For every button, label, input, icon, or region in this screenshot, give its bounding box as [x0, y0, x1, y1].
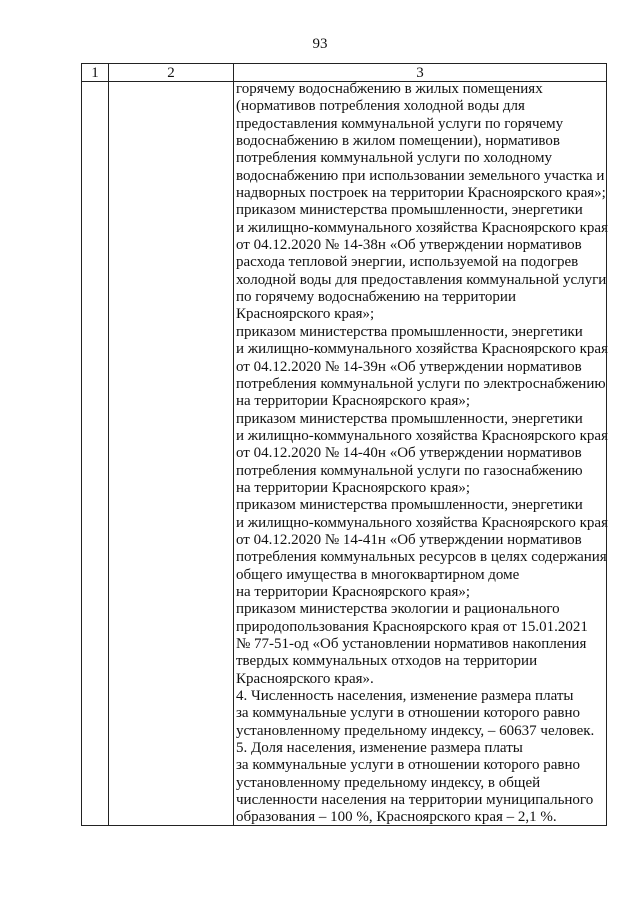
text-line: по горячему водоснабжению на территории: [236, 289, 516, 306]
text-line: численности населения на территории муниципального: [236, 792, 594, 809]
column-divider-2: [233, 64, 234, 825]
text-line: водоснабжению при использовании земельного участка и: [236, 167, 605, 184]
text-line: приказом министерства экологии и рационального: [236, 601, 560, 618]
text-line: установленному предельному индексу, – 60637 человек.: [236, 722, 595, 739]
text-line: и жилищно-коммунального хозяйства Красноярского края: [236, 427, 608, 444]
text-line: приказом министерства промышленности, энергетики: [236, 410, 583, 427]
text-line: от 04.12.2020 № 14-38н «Об утверждении нормативов: [236, 237, 582, 254]
text-line: от 04.12.2020 № 14-41н «Об утверждении нормативов: [236, 531, 582, 548]
text-line: на территории Красноярского края»;: [236, 393, 471, 410]
text-line: потребления коммунальных ресурсов в целях содержания: [236, 549, 607, 566]
text-line: приказом министерства промышленности, энергетики: [236, 497, 583, 514]
text-line: потребления коммунальной услуги по холодному: [236, 150, 553, 167]
column-divider-1: [108, 64, 109, 825]
text-line: горячему водоснабжению в жилых помещениях: [236, 81, 543, 97]
text-line: приказом министерства промышленности, энергетики: [236, 202, 583, 219]
text-line: приказом министерства промышленности, энергетики: [236, 323, 583, 340]
text-line: надворных построек на территории Красноярского края»;: [236, 185, 606, 202]
text-line: и жилищно-коммунального хозяйства Красноярского края: [236, 341, 608, 358]
text-line: Красноярского края».: [236, 670, 374, 687]
text-line: образования – 100 %, Красноярского края – 2,1 %.: [236, 809, 557, 826]
text-line: расхода тепловой энергии, используемой на подогрев: [236, 254, 579, 271]
page-number: 93: [312, 36, 328, 52]
text-line: от 04.12.2020 № 14-39н «Об утверждении нормативов: [236, 358, 582, 375]
column-header-2: 2: [167, 65, 175, 81]
document-table: [81, 63, 607, 826]
text-line: Красноярского края»;: [236, 306, 375, 323]
text-line: (нормативов потребления холодной воды для: [236, 98, 525, 115]
table-header-row: [82, 64, 606, 82]
text-line: общего имущества в многоквартирном доме: [236, 566, 520, 583]
text-line: на территории Красноярского края»;: [236, 583, 471, 600]
text-line: на территории Красноярского края»;: [236, 479, 471, 496]
text-line: природопользования Красноярского края от 15.01.2021: [236, 618, 588, 635]
text-line: установленному предельному индексу, в общей: [236, 774, 541, 791]
column-3-text: [236, 81, 606, 827]
column-header-3: 3: [416, 65, 424, 81]
text-line: холодной воды для предоставления коммунальной услуги: [236, 271, 607, 288]
text-line: потребления коммунальной услуги по газоснабжению: [236, 462, 583, 479]
text-line: потребления коммунальной услуги по электроснабжению: [236, 375, 606, 392]
text-line: предоставления коммунальной услуги по горячему: [236, 115, 564, 132]
text-line: за коммунальные услуги в отношении которого равно: [236, 705, 581, 722]
text-line: 5. Доля населения, изменение размера платы: [236, 740, 523, 757]
text-line: и жилищно-коммунального хозяйства Красноярского края: [236, 514, 608, 531]
text-line: № 77-51-од «Об установлении нормативов накопления: [236, 636, 587, 652]
text-line: и жилищно-коммунального хозяйства Красноярского края: [236, 219, 608, 236]
text-line: от 04.12.2020 № 14-40н «Об утверждении нормативов: [236, 445, 582, 462]
text-line: твердых коммунальных отходов на территории: [236, 653, 538, 670]
text-line: водоснабжению в жилом помещении), нормативов: [236, 133, 560, 150]
column-header-1: 1: [91, 65, 99, 81]
text-line: за коммунальные услуги в отношении которого равно: [236, 757, 581, 774]
text-line: 4. Численность населения, изменение размера платы: [236, 688, 574, 705]
